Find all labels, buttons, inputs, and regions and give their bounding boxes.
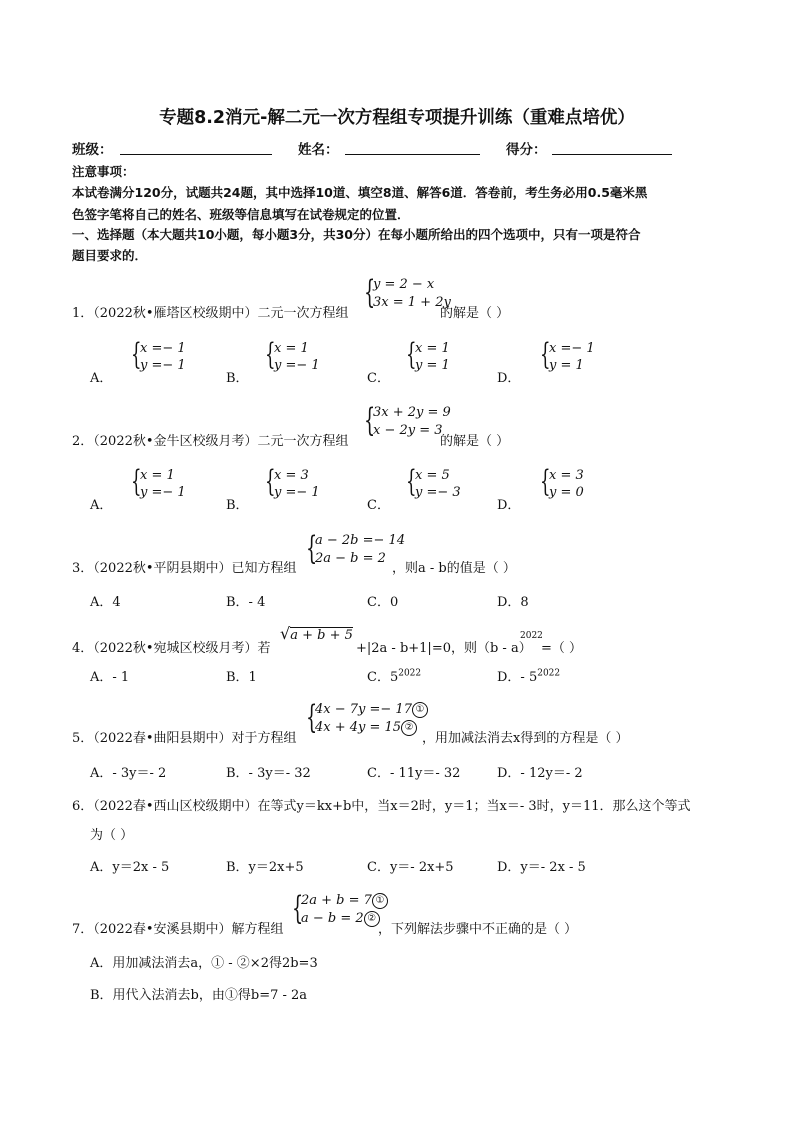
q4-exponent: 2022 xyxy=(520,631,543,641)
q2-option-c[interactable]: { x = 5 y =− 3 xyxy=(406,464,461,500)
q2-option-d[interactable]: { x = 3 y = 0 xyxy=(540,464,584,500)
q5-stem-end: ，用加减法消去x得到的方程是（ ） xyxy=(422,731,629,746)
score-label: 得分： xyxy=(506,142,547,158)
circle-1-icon: ① xyxy=(372,893,388,909)
q1-option-b[interactable]: { x = 1 y =− 1 xyxy=(265,337,320,373)
q2-option-b[interactable]: { x = 3 y =− 1 xyxy=(265,464,320,500)
notice-heading: 注意事项： xyxy=(72,164,135,179)
q2-stem-end: 的解是（ ） xyxy=(440,434,510,449)
q4-stem: 4．（2022秋•宛城区校级月考）若 xyxy=(72,641,271,656)
q4-option-c[interactable]: C．$5^{2022}$ xyxy=(367,668,422,685)
q4-stem-end: =（ ） xyxy=(541,641,583,656)
circle-2-icon: ② xyxy=(401,720,417,736)
notice-line-1: 本试卷满分120分，试题共24题，其中选择10道、填空8道、解答6道．答卷前，考生务必用0.5毫米黑 xyxy=(72,185,648,200)
q6-stem-line1: 6．（2022春•西山区校级期中）在等式y＝kx+b中，当x＝2时，y＝1；当x＝- 3时，y＝11．那么这个等式 xyxy=(72,799,691,814)
q7-option-b[interactable]: B．用代入法消去b，由①得b=7 - 2a xyxy=(90,988,308,1003)
brace-icon: { xyxy=(306,698,318,736)
q1-label-a[interactable]: A． xyxy=(90,371,113,386)
q1-stem: 1．（2022秋•雁塔区校级期中）二元一次方程组 xyxy=(72,306,349,321)
q1-stem-end: 的解是（ ） xyxy=(440,306,510,321)
q5-option-d[interactable]: D．- 12y＝- 2 xyxy=(497,766,583,781)
q7-system: { 2a + b = 7 ① a − b = 2 ② xyxy=(292,892,388,928)
q7-stem: 7．（2022春•安溪县期中）解方程组 xyxy=(72,922,284,937)
q7-stem-end: ，下列解法步骤中不正确的是（ ） xyxy=(378,922,578,937)
q6-stem-line2: 为（ ） xyxy=(90,828,134,843)
q3-option-c[interactable]: C．0 xyxy=(367,595,399,610)
q2-option-a[interactable]: { x = 1 y =− 1 xyxy=(131,464,186,500)
q3-option-d[interactable]: D．8 xyxy=(497,595,529,610)
page-title: 专题8.2消元-解二元一次方程组专项提升训练（重难点培优） xyxy=(159,108,635,128)
brace-icon: { xyxy=(364,273,376,311)
q2-stem: 2．（2022秋•金牛区校级月考）二元一次方程组 xyxy=(72,434,349,449)
brace-icon: { xyxy=(364,401,376,439)
q5-option-b[interactable]: B．- 3y＝- 32 xyxy=(226,766,311,781)
class-label: 班级： xyxy=(72,142,113,158)
circle-1-icon: ① xyxy=(412,702,428,718)
q1-option-d[interactable]: { x =− 1 y = 1 xyxy=(540,337,595,373)
q4-option-d[interactable]: D．- $5^{2022}$ xyxy=(497,668,561,685)
section-line-2: 题目要求的． xyxy=(72,248,148,263)
q1-option-a[interactable]: { x =− 1 y =− 1 xyxy=(131,337,186,373)
q2-label-c[interactable]: C． xyxy=(367,498,390,513)
q5-option-a[interactable]: A．- 3y＝- 2 xyxy=(90,766,167,781)
q3-stem: 3．（2022秋•平阴县期中）已知方程组 xyxy=(72,561,297,576)
q4-radical: √a + b + 5 xyxy=(280,624,353,643)
q3-option-b[interactable]: B．- 4 xyxy=(226,595,266,610)
notice-line-2: 色签字笔将自己的姓名、班级等信息填写在试卷规定的位置． xyxy=(72,207,410,222)
q6-option-b[interactable]: B．y＝2x+5 xyxy=(226,860,304,875)
q4-stem-mid: +|2a - b+1|=0，则（b - a） xyxy=(356,641,532,656)
q6-option-d[interactable]: D．y＝- 2x - 5 xyxy=(497,860,586,875)
class-field[interactable] xyxy=(120,154,272,155)
circle-2-icon: ② xyxy=(364,911,380,927)
q3-stem-end: ，则a - b的值是（ ） xyxy=(392,561,516,576)
score-field[interactable] xyxy=(552,154,672,155)
q1-label-d[interactable]: D． xyxy=(497,371,521,386)
q3-option-a[interactable]: A．4 xyxy=(90,595,121,610)
q1-label-b[interactable]: B． xyxy=(226,371,249,386)
q5-system: { 4x − 7y =− 17 ① 4x + 4y = 15 ② xyxy=(306,701,428,737)
brace-icon: { xyxy=(292,889,304,927)
q2-label-b[interactable]: B． xyxy=(226,498,249,513)
q2-label-d[interactable]: D． xyxy=(497,498,521,513)
q7-option-a[interactable]: A．用加减法消去a，① - ②×2得2b=3 xyxy=(90,956,318,971)
q2-label-a[interactable]: A． xyxy=(90,498,113,513)
q3-system: { a − 2b =− 14 2a − b = 2 xyxy=(306,529,406,567)
q6-option-c[interactable]: C．y＝- 2x+5 xyxy=(367,860,454,875)
radical-icon: √ xyxy=(280,624,291,643)
q5-stem: 5．（2022春•曲阳县期中）对于方程组 xyxy=(72,731,297,746)
q1-label-c[interactable]: C． xyxy=(367,371,390,386)
name-field[interactable] xyxy=(345,154,480,155)
section-line-1: 一、选择题（本大题共10小题，每小题3分，共30分）在每小题所给出的四个选项中，只有一项是符合 xyxy=(72,227,641,242)
q6-option-a[interactable]: A．y＝2x - 5 xyxy=(90,860,170,875)
q2-system: { 3x + 2y = 9 x − 2y = 3 xyxy=(364,401,451,439)
q5-option-c[interactable]: C．- 11y＝- 32 xyxy=(367,766,461,781)
name-label: 姓名： xyxy=(298,142,339,158)
q4-option-a[interactable]: A．- 1 xyxy=(90,670,130,685)
brace-icon: { xyxy=(306,529,318,567)
q1-system: { y = 2 − x 3x = 1 + 2y xyxy=(364,273,451,311)
q1-option-c[interactable]: { x = 1 y = 1 xyxy=(406,337,450,373)
q4-option-b[interactable]: B．1 xyxy=(226,670,257,685)
